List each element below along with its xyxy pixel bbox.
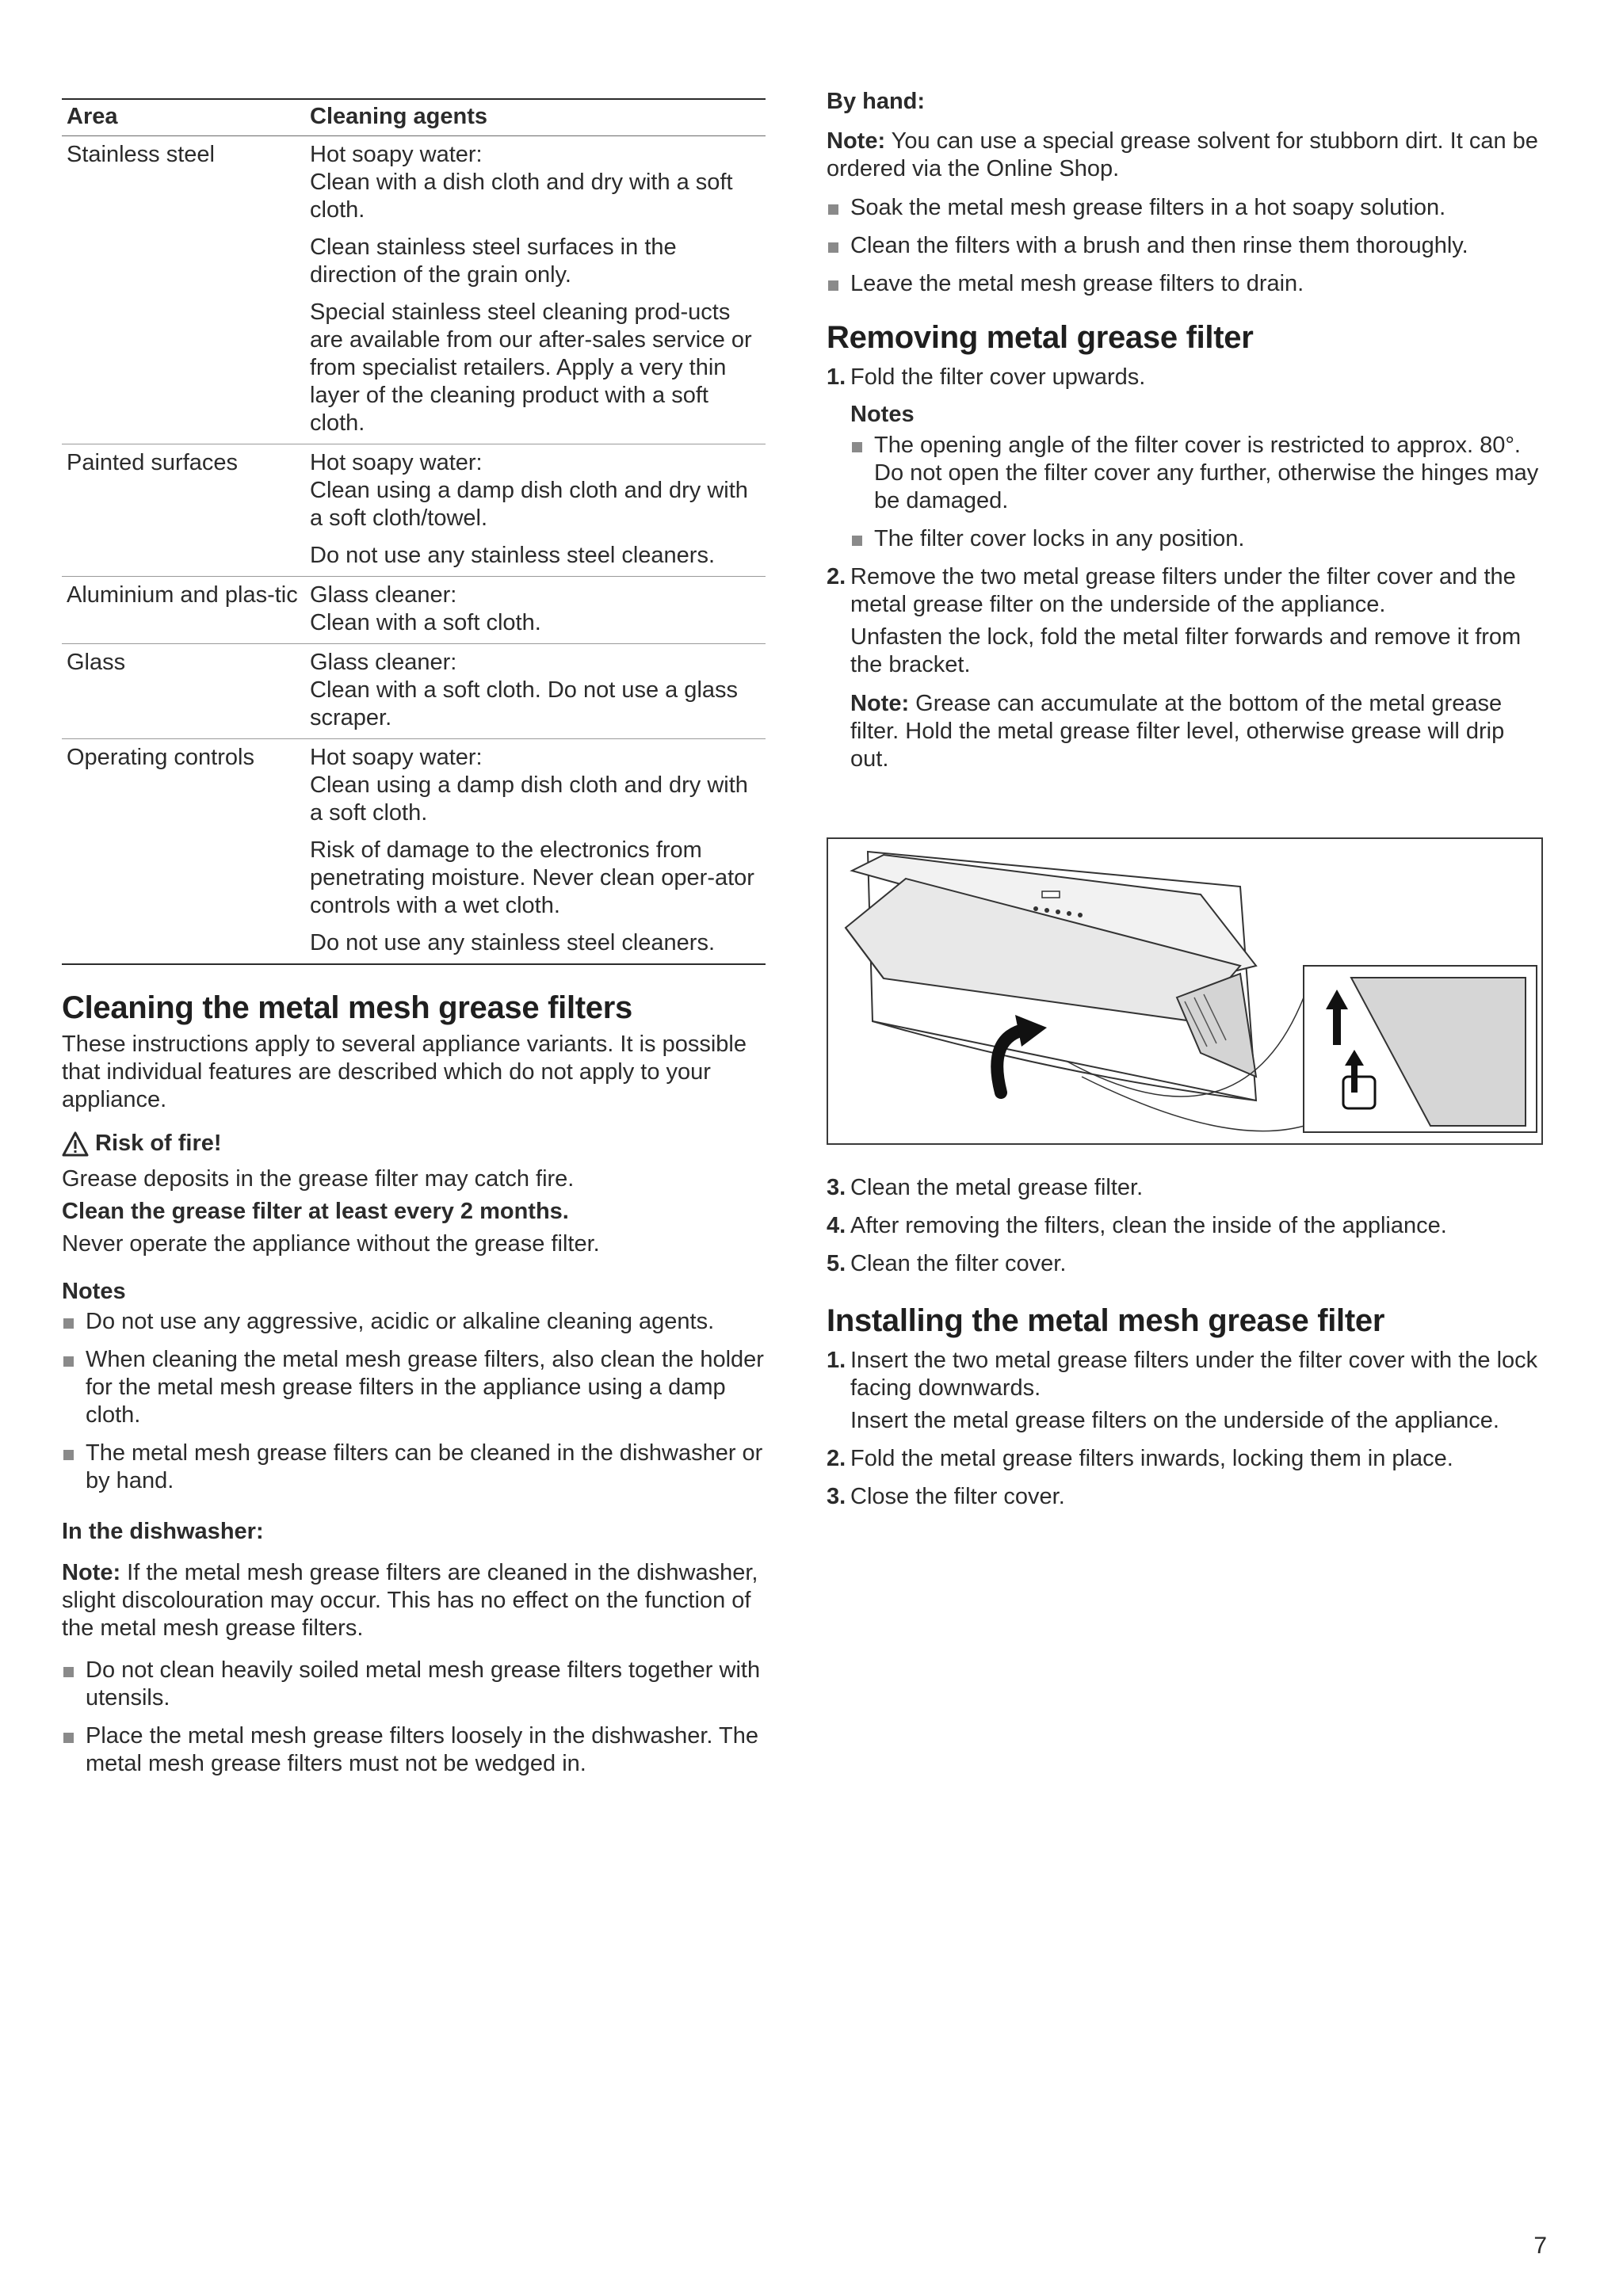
table-header-area: Area — [67, 104, 118, 129]
step-number: 1. — [827, 364, 846, 390]
dishwasher-list — [62, 1657, 769, 1778]
step-item — [827, 1483, 1546, 1511]
removing-notes — [850, 401, 1546, 553]
agent-paragraph: Do not use any stainless steel cleaners. — [310, 930, 715, 955]
step-item — [827, 1347, 1546, 1435]
table-row — [62, 136, 766, 444]
note-text: You can use a special grease solvent for stubborn dirt. It can be ordered via the Online Shop. — [827, 128, 1538, 181]
table-cell-agents — [305, 577, 766, 644]
table-row — [62, 577, 766, 644]
step-text: Remove the two metal grease filters under the filter cover and the metal grease filter on the underside of the appliance. — [850, 564, 1516, 617]
warning-triangle-icon — [62, 1131, 89, 1157]
table-row — [62, 739, 766, 965]
table-row — [62, 644, 766, 739]
dishwasher-note — [62, 1559, 769, 1642]
step-text: Close the filter cover. — [850, 1484, 1065, 1509]
step-text: Clean the filter cover. — [850, 1251, 1067, 1276]
step-text: After removing the filters, clean the inside of the appliance. — [850, 1213, 1447, 1238]
note-text: Grease can accumulate at the bottom of the metal grease filter. Hold the metal grease filter level, otherwise grease will drip out. — [850, 691, 1505, 772]
list-item: The filter cover locks in any position. — [850, 525, 1546, 553]
table-header-agents: Cleaning agents — [310, 104, 487, 129]
filter-removal-illustration — [827, 837, 1543, 1145]
dishwasher-heading: In the dishwasher: — [62, 1519, 264, 1544]
note-text: If the metal mesh grease filters are cleaned in the dishwasher, slight discolouration may occur. This has no effect on the function of the metal mesh grease filters. — [62, 1560, 758, 1641]
agent-paragraph: Hot soapy water: Clean with a dish cloth and dry with a soft cloth. — [310, 142, 733, 223]
agent-paragraph: Hot soapy water: Clean using a damp dish cloth and dry with a soft cloth/towel. — [310, 450, 748, 531]
agent-paragraph: Risk of damage to the electronics from penetrating moisture. Never clean oper-ator controls with a wet cloth. — [310, 837, 754, 918]
agent-paragraph: Glass cleaner: Clean with a soft cloth. — [310, 582, 541, 635]
step-extra: Unfasten the lock, fold the metal filter forwards and remove it from the bracket. — [850, 624, 1522, 677]
step-item — [827, 1212, 1546, 1240]
step-number: 4. — [827, 1213, 846, 1238]
step-text: Fold the filter cover upwards. — [850, 364, 1146, 390]
notes-heading: Notes — [850, 402, 915, 427]
step-item — [827, 563, 1546, 773]
table-body — [62, 136, 766, 965]
step-item — [827, 1445, 1546, 1473]
step-text: Insert the two metal grease filters under the filter cover with the lock facing downwards. — [850, 1348, 1538, 1401]
risk-text: Grease deposits in the grease filter may catch fire. — [62, 1166, 575, 1192]
removing-steps-continued — [827, 1174, 1546, 1278]
right-column — [827, 89, 1546, 784]
table-cell-agents — [305, 136, 766, 444]
agent-paragraph: Hot soapy water: Clean using a damp dish cloth and dry with a soft cloth. — [310, 745, 748, 826]
section-heading-installing: Installing the metal mesh grease filter — [827, 1303, 1385, 1338]
page-number: 7 — [1533, 2233, 1547, 2259]
table-cell-agents — [305, 739, 766, 965]
agent-paragraph: Special stainless steel cleaning prod-ucts are available from our after-sales service or from specialist retailers. Apply a very thin layer of the cleaning product with a soft cloth. — [310, 299, 752, 436]
section-heading-removing: Removing metal grease filter — [827, 320, 1254, 355]
removing-steps — [827, 364, 1546, 773]
list-item: Place the metal mesh grease filters loosely in the dishwasher. The metal mesh grease filters must not be wedged in. — [62, 1722, 769, 1778]
table-cell-area: Stainless steel — [67, 142, 215, 167]
step-item — [827, 364, 1546, 553]
step-number: 1. — [827, 1348, 846, 1373]
byhand-list — [827, 194, 1546, 298]
list-item: Do not clean heavily soiled metal mesh grease filters together with utensils. — [62, 1657, 769, 1712]
note-label: Note: — [850, 691, 910, 716]
step-number: 3. — [827, 1175, 846, 1200]
list-item: Soak the metal mesh grease filters in a hot soapy solution. — [827, 194, 1546, 222]
step-note — [850, 690, 1546, 773]
hood-filter-drawing — [828, 839, 1541, 1143]
cleaning-section — [62, 990, 769, 1788]
table-row — [62, 444, 766, 577]
list-item: Do not use any aggressive, acidic or alkaline cleaning agents. — [62, 1308, 769, 1336]
agent-paragraph: Do not use any stainless steel cleaners. — [310, 543, 715, 568]
table-cell-agents — [305, 444, 766, 577]
table-cell-area: Painted surfaces — [67, 450, 239, 475]
table-cell-agents — [305, 644, 766, 739]
byhand-heading: By hand: — [827, 89, 926, 114]
cleaning-intro: These instructions apply to several appliance variants. It is possible that individual features are described which do not apply to your appliance. — [62, 1032, 747, 1112]
risk-title: Risk of fire! — [95, 1131, 222, 1156]
step-text: Fold the metal grease filters inwards, locking them in place. — [850, 1446, 1453, 1471]
step-number: 2. — [827, 1446, 846, 1471]
list-item: Leave the metal mesh grease filters to drain. — [827, 270, 1546, 298]
removing-notes-list — [850, 432, 1546, 553]
step-number: 3. — [827, 1484, 846, 1509]
step-number: 2. — [827, 564, 846, 589]
risk-bold-text: Clean the grease filter at least every 2 months. — [62, 1199, 569, 1224]
list-item: Clean the filters with a brush and then rinse them thoroughly. — [827, 232, 1546, 260]
agent-paragraph: Glass cleaner: Clean with a soft cloth. Do not use a glass scraper. — [310, 650, 739, 730]
note-label: Note: — [62, 1560, 121, 1585]
list-item: When cleaning the metal mesh grease filters, also clean the holder for the metal mesh grease filters in the appliance using a damp cloth. — [62, 1346, 769, 1429]
table-header-row — [62, 99, 766, 136]
table-cell-area: Aluminium and plas-tic — [67, 582, 298, 608]
installing-steps — [827, 1347, 1546, 1511]
agent-paragraph: Clean stainless steel surfaces in the direction of the grain only. — [310, 235, 677, 288]
step-item — [827, 1174, 1546, 1202]
list-item: The metal mesh grease filters can be cleaned in the dishwasher or by hand. — [62, 1440, 769, 1495]
step-text: Clean the metal grease filter. — [850, 1175, 1144, 1200]
step-number: 5. — [827, 1251, 846, 1276]
notes-heading: Notes — [62, 1279, 126, 1304]
right-column-lower — [827, 1174, 1546, 1521]
byhand-note — [827, 128, 1546, 183]
section-heading-cleaning: Cleaning the metal mesh grease filters — [62, 990, 632, 1025]
table-cell-area: Operating controls — [67, 745, 254, 770]
step-extra: Insert the metal grease filters on the underside of the appliance. — [850, 1408, 1499, 1433]
step-item — [827, 1250, 1546, 1278]
cleaning-agents-table — [62, 98, 766, 965]
risk-text-2: Never operate the appliance without the grease filter. — [62, 1231, 600, 1257]
cleaning-notes-list — [62, 1308, 769, 1495]
note-label: Note: — [827, 128, 886, 154]
risk-warning — [62, 1130, 769, 1158]
table-cell-area: Glass — [67, 650, 126, 675]
list-item: The opening angle of the filter cover is restricted to approx. 80°. Do not open the filter cover any further, otherwise the hinges may be damaged. — [850, 432, 1546, 515]
